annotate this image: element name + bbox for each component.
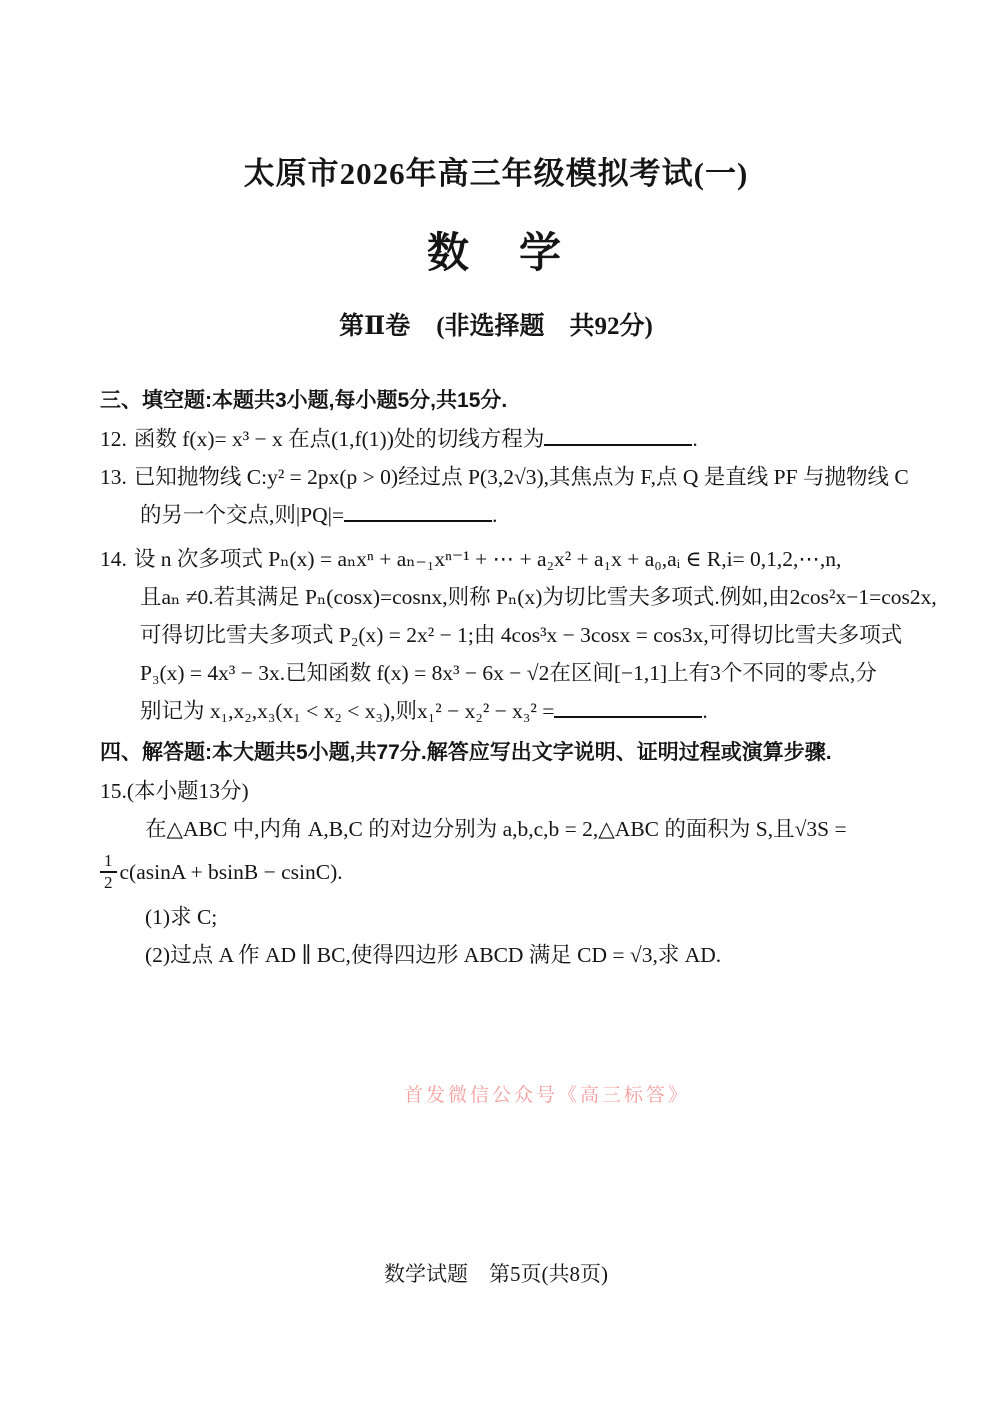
question-14-period: . bbox=[702, 699, 708, 723]
question-13-line2 bbox=[100, 496, 900, 534]
section-header-solution: 四、解答题:本大题共5小题,共77分.解答应写出文字说明、证明过程或演算步骤. bbox=[100, 741, 832, 764]
question-13-text1: 已知抛物线 C:y² = 2px(p > 0)经过点 P(3,2√3),其焦点为 F,点 Q 是直线 PF 与抛物线 C bbox=[133, 465, 909, 489]
section-header-fill-in: 三、填空题:本题共3小题,每小题5分,共15分. bbox=[100, 389, 508, 412]
fraction-denominator: 2 bbox=[104, 873, 113, 892]
answer-blank-q12 bbox=[544, 432, 692, 446]
question-15-part2: (2)过点 A 作 AD ∥ BC,使得四边形 ABCD 满足 CD = √3,求 AD. bbox=[145, 943, 722, 967]
question-15-intro: 在△ABC 中,内角 A,B,C 的对边分别为 a,b,c,b = 2,△ABC 的面积为 S,且√3S = bbox=[145, 817, 847, 841]
question-15-points: (本小题13分) bbox=[126, 779, 249, 803]
question-14-line1 bbox=[100, 540, 900, 578]
question-13-text2: 的另一个交点,则|PQ|= bbox=[140, 503, 345, 527]
page-footer: 数学试题 第5页(共8页) bbox=[384, 1262, 608, 1286]
fraction-numerator: 1 bbox=[100, 851, 117, 873]
exam-title: 太原市2026年高三年级模拟考试(一) bbox=[243, 156, 749, 191]
question-12 bbox=[100, 420, 900, 458]
question-12-period: . bbox=[692, 427, 698, 451]
exam-body bbox=[100, 382, 937, 974]
question-14-number: 14. bbox=[100, 547, 127, 571]
question-13-number: 13. bbox=[100, 465, 127, 489]
question-13-period: . bbox=[492, 503, 498, 527]
answer-blank-q14 bbox=[554, 704, 702, 718]
question-15-heading bbox=[100, 772, 900, 810]
question-12-text: 函数 f(x)= x³ − x 在点(1,f(1))处的切线方程为 bbox=[133, 427, 545, 451]
question-14-text1: 设 n 次多项式 Pₙ(x) = aₙxⁿ + aₙ₋₁xⁿ⁻¹ + ⋯ + a₂x² + a₁x + a₀,aᵢ ∈ R,i= 0,1,2,⋯,n, bbox=[133, 547, 842, 571]
question-14-line5 bbox=[100, 692, 900, 730]
question-14-line2: 且aₙ ≠0.若其满足 Pₙ(cosx)=cosnx,则称 Pₙ(x)为切比雪夫多项式.例如,由2cos²x−1=cos2x, bbox=[140, 585, 937, 609]
question-13-line1 bbox=[100, 458, 909, 496]
part-label: 第Ⅱ卷 bbox=[339, 313, 411, 340]
question-15-intro-continued bbox=[100, 848, 900, 896]
part-heading bbox=[0, 306, 992, 342]
question-15-number: 15. bbox=[100, 779, 127, 803]
question-12-number: 12. bbox=[100, 427, 127, 451]
question-14-line4: P₃(x) = 4x³ − 3x.已知函数 f(x) = 8x³ − 6x − √2在区间[−1,1]上有3个不同的零点,分 bbox=[140, 661, 877, 685]
question-14-text5: 别记为 x₁,x₂,x₃(x₁ < x₂ < x₃),则x₁² − x₂² − x₃² = bbox=[140, 699, 555, 723]
question-15-intro-cont-text: c(asinA + bsinB − csinC). bbox=[119, 860, 343, 884]
answer-blank-q13 bbox=[344, 508, 492, 522]
fraction-one-half bbox=[100, 851, 117, 893]
subject-title: 数 学 bbox=[426, 231, 565, 277]
watermark-text: 首发微信公众号《高三标答》 bbox=[404, 1085, 691, 1106]
question-15-part1: (1)求 C; bbox=[145, 905, 218, 929]
question-14-line3: 可得切比雪夫多项式 P₂(x) = 2x² − 1;由 4cos³x − 3cosx = cos3x,可得切比雪夫多项式 bbox=[140, 623, 903, 647]
part-description: (非选择题 共92分) bbox=[436, 313, 653, 340]
